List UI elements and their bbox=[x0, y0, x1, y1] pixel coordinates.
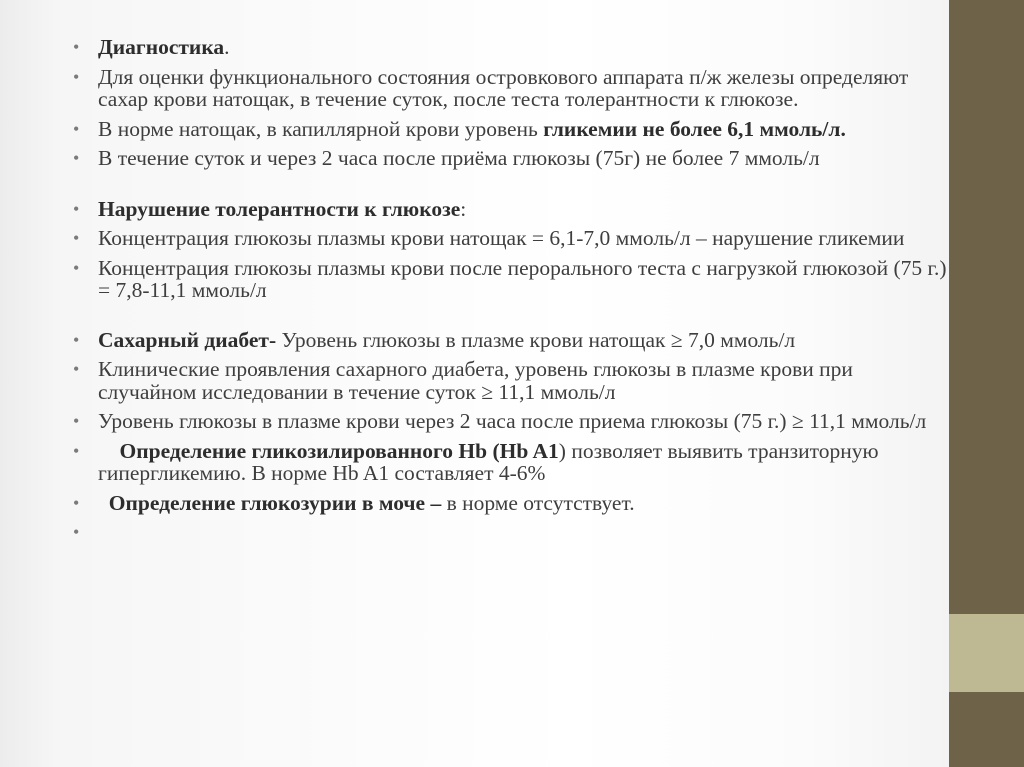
sidebar-accent-block bbox=[949, 614, 1024, 692]
list-item-empty bbox=[73, 521, 949, 543]
list-item-diabetes bbox=[73, 329, 949, 352]
slide-content bbox=[73, 36, 949, 550]
diabetes-text: Уровень глюкозы в плазме крови натощак ≥ 7,0 ммоль/л bbox=[276, 327, 796, 352]
tolerance-heading-colon: : bbox=[460, 196, 467, 221]
list-item-diagnostics-heading bbox=[73, 36, 949, 59]
list-item-clinical bbox=[73, 358, 949, 403]
list-item-assessment bbox=[73, 66, 949, 111]
list-item-daily-norm bbox=[73, 147, 949, 170]
two-hours-text: Уровень глюкозы в плазме крови через 2 часа после приема глюкозы (75 г.) ≥ 11,1 ммоль/л bbox=[98, 409, 927, 433]
glucosuria-text: в норме отсутствует. bbox=[446, 490, 635, 515]
clinical-text: Клинические проявления сахарного диабета, уровень глюкозы в плазме крови при случайном исследовании в течение суток ≥ 11,1 ммоль/л bbox=[98, 357, 853, 404]
list-item-oral-test bbox=[73, 257, 949, 302]
bullet-list bbox=[73, 36, 949, 543]
list-item-two-hours bbox=[73, 410, 949, 433]
diagnostics-heading: Диагностика bbox=[98, 35, 225, 59]
fasting-concentration-text: Концентрация глюкозы плазмы крови натощак = 6,1-7,0 ммоль/л – нарушение гликемии bbox=[98, 226, 905, 250]
decorative-sidebar bbox=[949, 0, 1024, 767]
diagnostics-heading-period: . bbox=[224, 35, 230, 59]
hba1c-text: ) позволяет выявить транзиторную гипергликемию. В норме Hb A1 составляет 4-6% bbox=[98, 438, 879, 485]
list-item-tolerance-heading bbox=[73, 198, 949, 221]
list-item-fasting-norm bbox=[73, 118, 949, 141]
list-item-glucosuria bbox=[73, 492, 949, 515]
assessment-text: Для оценки функционального состояния островкового аппарата п/ж железы определяют сахар крови натощак, в течение суток, после теста толерантности к глюкозе. bbox=[98, 64, 909, 111]
fasting-norm-value: гликемии не более 6,1 ммоль/л. bbox=[543, 116, 846, 141]
tolerance-heading: Нарушение толерантности к глюкозе bbox=[98, 196, 461, 221]
oral-test-text: Концентрация глюкозы плазмы крови после перорального теста с нагрузкой глюкозой (75 г.) = 7,8-11,1 ммоль/л bbox=[98, 255, 947, 302]
hba1c-heading: Определение гликозилированного Hb (Hb A1 bbox=[98, 438, 559, 463]
diabetes-heading: Сахарный диабет- bbox=[98, 327, 277, 352]
glucosuria-heading: Определение глюкозурии в моче bbox=[98, 490, 426, 515]
glucosuria-dash: – bbox=[425, 490, 447, 515]
list-item-fasting-concentration bbox=[73, 227, 949, 250]
fasting-norm-text: В норме натощак, в капиллярной крови уровень bbox=[98, 116, 544, 141]
list-item-hba1c bbox=[73, 440, 949, 485]
daily-norm-text: В течение суток и через 2 часа после приёма глюкозы (75г) не более 7 ммоль/л bbox=[98, 146, 820, 170]
